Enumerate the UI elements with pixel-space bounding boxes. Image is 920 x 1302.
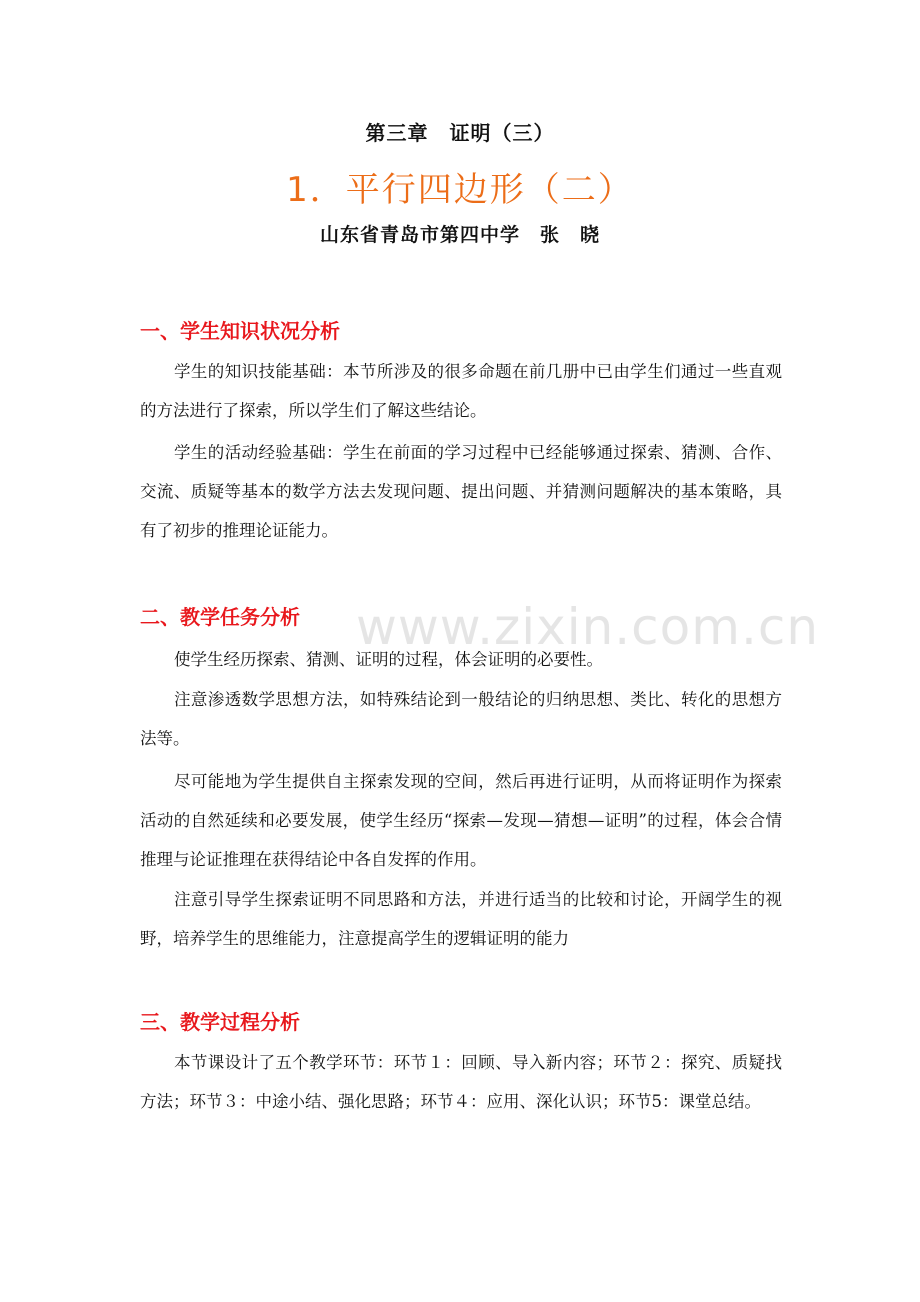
- paragraph-1-2: 学生的活动经验基础：学生在前面的学习过程中已经能够通过探索、猜测、合作、交流、质疑等基本的数学方法去发现问题、提出问题、并猜测问题解决的基本策略，具有了初步的推理论证能力。: [140, 443, 782, 540]
- paragraph-2-1: 使学生经历探索、猜测、证明的过程，体会证明的必要性。: [174, 650, 603, 669]
- paragraph-1-1: 学生的知识技能基础：本节所涉及的很多命题在前几册中已由学生们通过一些直观的方法进行了探索，所以学生们了解这些结论。: [140, 362, 782, 420]
- section-heading-3: 三、教学过程分析: [140, 1010, 300, 1034]
- section-heading-1: 一、学生知识状况分析: [140, 319, 340, 343]
- lesson-title: 1．平行四边形（二）: [286, 170, 634, 210]
- section-heading-2: 二、教学任务分析: [140, 605, 300, 629]
- paragraph-2-2: 注意渗透数学思想方法，如特殊结论到一般结论的归纳思想、类比、转化的思想方法等。: [140, 690, 782, 748]
- chapter-title: 第三章 证明（三）: [365, 121, 555, 145]
- paragraph-2-4: 注意引导学生探索证明不同思路和方法，并进行适当的比较和讨论，开阔学生的视野，培养学生的思维能力，注意提高学生的逻辑证明的能力: [140, 890, 782, 948]
- watermark: www.zixin.com.cn: [356, 598, 820, 656]
- author-line: 山东省青岛市第四中学 张 晓: [319, 224, 600, 246]
- paragraph-2-3: 尽可能地为学生提供自主探索发现的空间，然后再进行证明，从而将证明作为探索活动的自然延续和必要发展，使学生经历“探索—发现—猜想—证明”的过程，体会合情推理与论证推理在获得结论中各自发挥的作用。: [140, 772, 782, 869]
- paragraph-3-1: 本节课设计了五个教学环节：环节１：回顾、导入新内容；环节２：探究、质疑找方法；环节３：中途小结、强化思路；环节４：应用、深化认识；环节5：课堂总结。: [140, 1053, 782, 1111]
